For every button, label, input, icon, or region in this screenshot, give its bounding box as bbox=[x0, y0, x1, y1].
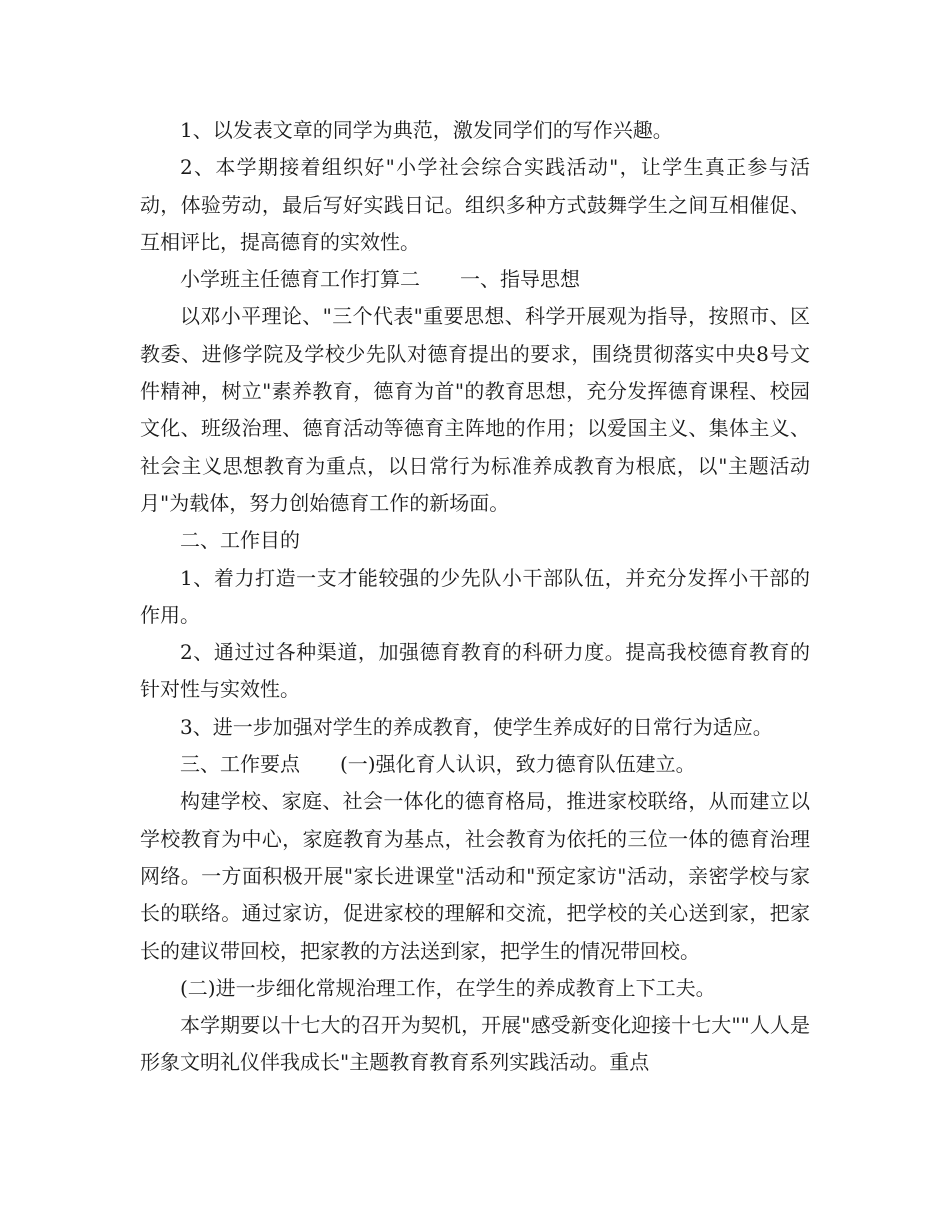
paragraph-goal-1: 1、着力打造一支才能较强的少先队小干部队伍，并充分发挥小干部的作用。 bbox=[140, 565, 810, 627]
paragraph-goal-3: 3、进一步加强对学生的养成教育，使学生养成好的日常行为适应。 bbox=[180, 714, 773, 739]
paragraph-guiding-thought: 以邓小平理论、"三个代表"重要思想、科学开展观为指导，按照市、区教委、进修学院及学校少先队对德育提出的要求，围绕贯彻落实中央8号文件精神，树立"素养教育，德育为首"的教育思想，充分发挥德育课程、校园文化、班级治理、德育活动等德育主阵地的作用；以爱国主义、集体主义、社会主义思想教育为重点，以日常行为标准养成教育为根底，以"主题活动月"为载体，努力创始德育工作的新场面。 bbox=[140, 304, 810, 515]
section-heading-work-points: 三、工作要点 (一)强化育人认识，致力德育队伍建立。 bbox=[180, 752, 696, 777]
paragraph-1: 1、以发表文章的同学为典范，激发同学们的写作兴趣。 bbox=[180, 118, 673, 142]
document-body bbox=[140, 112, 810, 1082]
paragraph-goal-2: 2、通过过各种渠道，加强德育教育的科研力度。提高我校德育教育的针对性与实效性。 bbox=[140, 640, 810, 702]
paragraph-home-school: 构建学校、家庭、社会一体化的德育格局，推进家校联络，从而建立以学校教育为中心，家庭教育为基点，社会教育为依托的三位一体的德育治理网络。一方面积极开展"家长进课堂"活动和"预定家访"活动，亲密学校与家长的联络。通过家访，促进家校的理解和交流，把学校的关心送到家，把家长的建议带回校，把家教的方法送到家，把学生的情况带回校。 bbox=[140, 789, 810, 963]
paragraph-2: 2、本学期接着组织好"小学社会综合实践活动"，让学生真正参与活动，体验劳动，最后写好实践日记。组织多种方式鼓舞学生之间互相催促、互相评比，提高德育的实效性。 bbox=[140, 155, 810, 254]
subheading-routine-management: (二)进一步细化常规治理工作，在学生的养成教育上下工夫。 bbox=[180, 975, 716, 1000]
section-heading-plan-two: 小学班主任德育工作打算二 一、指导思想 bbox=[180, 267, 580, 292]
paragraph-semester-activities: 本学期要以十七大的召开为契机，开展"感受新变化迎接十七大""人人是形象文明礼仪伴我成长"主题教育教育系列实践活动。重点 bbox=[140, 1013, 810, 1075]
section-heading-work-goals: 二、工作目的 bbox=[180, 528, 300, 553]
